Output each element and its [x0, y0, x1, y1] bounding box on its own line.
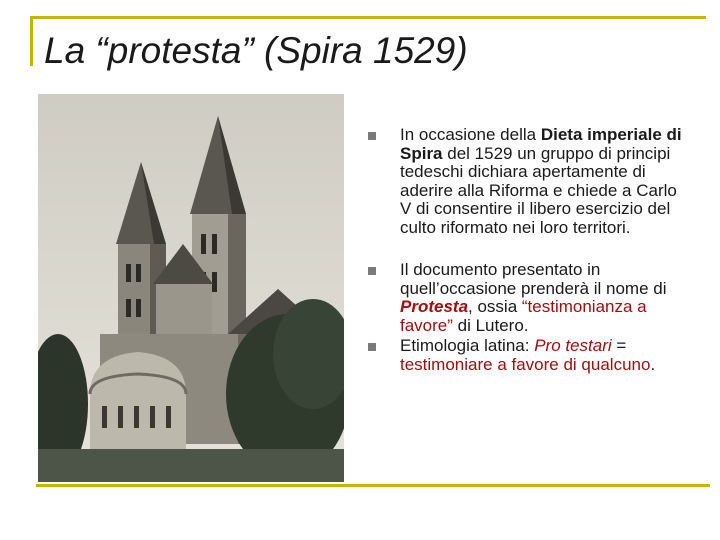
bullet-emphasis: Dieta imperiale di Spira — [400, 125, 682, 163]
bullet-marker — [368, 267, 376, 275]
bullet-emphasis: Protesta — [400, 297, 469, 316]
frame-bottom-line — [36, 484, 710, 487]
bullet-text: Il documento presentato in quell’occasione prenderà il nome di — [400, 260, 667, 298]
bullet-list — [368, 126, 688, 374]
frame-left-line — [30, 16, 33, 66]
bullet-text: Etimologia latina: — [400, 336, 535, 355]
cathedral-photo — [38, 94, 344, 482]
bullet-text: di Lutero. — [452, 315, 529, 335]
bullet-text: , ossia — [468, 297, 522, 316]
bullet-text: In occasione della — [400, 125, 541, 144]
bullet-marker — [368, 132, 376, 140]
bullet-text: = — [611, 336, 627, 355]
slide-title: La “protesta” (Spira 1529) — [44, 30, 468, 71]
bullet-etimologia — [368, 337, 688, 374]
bullet-text: . — [650, 354, 656, 374]
bullet-dieta — [368, 126, 688, 237]
bullet-highlight: testimoniare a favore di qualcuno — [400, 354, 651, 374]
bullet-emphasis: Pro testari — [534, 336, 612, 355]
bullet-marker — [368, 343, 376, 351]
bullet-highlight: “testimonianza a favore” — [400, 297, 647, 335]
bullet-text: del 1529 un gruppo di principi tedeschi dichiara apertamente di aderire alla Riforma e chiede a Carlo V di consentire il libero esercizio del culto riformato nei loro territori. — [400, 143, 677, 237]
bullet-documento — [368, 261, 688, 335]
frame-top-line — [30, 16, 706, 19]
